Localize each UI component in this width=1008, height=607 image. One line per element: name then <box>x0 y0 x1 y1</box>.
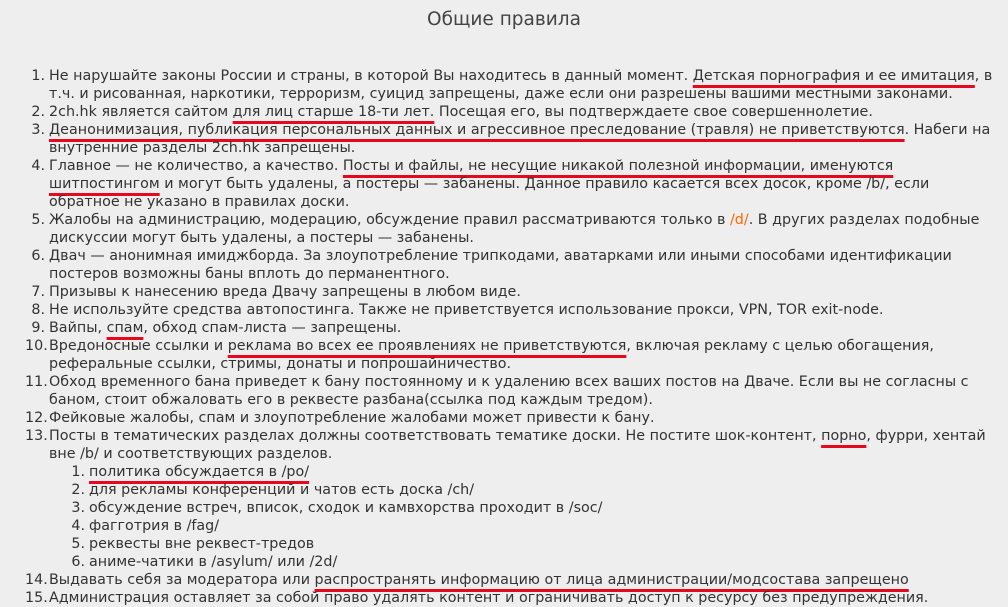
rule-text: Фейковые жалобы, спам и злоупотребление жалобами может привести к бану. <box>49 410 655 426</box>
rule-highlight: Посты и файлы, не несущие никакой полезной информации, именуются шитпостингом <box>49 158 894 192</box>
rule-text: Главное — не количество, а качество. <box>49 158 343 174</box>
sub-rule-item <box>71 499 999 517</box>
rule-number: 13. <box>25 428 48 444</box>
sub-rule-item <box>71 535 999 553</box>
rule-highlight: для лиц старше 18-ти лет. <box>232 104 435 120</box>
rule-highlight: предупреждения. <box>792 590 929 606</box>
rule-text: обсуждение встреч, вписок, сходок и камвхорства проходит в /soc/ <box>89 500 603 516</box>
rule-highlight: Детская порнография и ее имитация <box>692 68 975 84</box>
rule-text: Двач — анонимная имиджборда. За злоупотребление трипкодами, аватарками или иными способами идентификации постеров возможны баны вплоть до перманентного. <box>49 248 952 282</box>
rule-item <box>25 427 999 571</box>
rule-highlight: политика обсуждается в /po/ <box>89 464 310 480</box>
rule-text: Посты в тематических разделах должны соответствовать тематике доски. Не постите шок-контент, <box>49 428 822 444</box>
rule-number: 7. <box>31 284 45 300</box>
rule-item <box>25 409 999 427</box>
rule-highlight: распространять информацию от лица администрации/модсостава запрещено <box>314 572 909 588</box>
rule-text: Не используйте средства автопостинга. Также не приветствуется использование прокси, VPN, TOR exit-node. <box>49 302 884 318</box>
rule-text: аниме-чатики в /asylum/ или /2d/ <box>89 554 338 570</box>
sub-rule-item <box>71 481 999 499</box>
rule-item <box>31 247 999 283</box>
rule-text: Обход временного бана приведет к бану постоянному и к удалению всех ваших постов на Дваче. Если вы не согласны с баном, стоит обжаловать его в реквесте разбана(ссылка под каждым тредом). <box>49 374 969 408</box>
rule-number: 5. <box>31 212 45 228</box>
rule-number: 6. <box>71 554 85 570</box>
rules-list <box>25 67 999 607</box>
rule-number: 6. <box>31 248 45 264</box>
rule-number: 5. <box>71 536 85 552</box>
sub-rules-list <box>71 463 999 571</box>
rule-text: , включая рекламу с целью обогащения, реферальные ссылки, стримы, донаты и попрошайничество. <box>49 338 934 372</box>
rule-text: 2ch.hk является сайтом <box>49 104 233 120</box>
rule-number: 2. <box>71 482 85 498</box>
rule-number: 1. <box>31 68 45 84</box>
rule-item <box>25 337 999 373</box>
rule-number: 4. <box>71 518 85 534</box>
rule-item <box>31 319 999 337</box>
rule-text: для рекламы конференций и чатов есть доска /ch/ <box>89 482 475 498</box>
board-link[interactable]: /d/ <box>729 212 749 228</box>
rule-number: 1. <box>71 464 85 480</box>
rule-item <box>25 373 999 409</box>
rule-number: 11. <box>25 374 48 390</box>
rule-item <box>31 67 999 103</box>
rule-number: 14. <box>25 572 48 588</box>
rule-number: 3. <box>71 500 85 516</box>
rule-highlight: спам <box>106 320 144 336</box>
rule-number: 8. <box>31 302 45 318</box>
rule-text: . Набеги на внутренние разделы 2ch.hk запрещены. <box>49 122 991 156</box>
rule-text: и могут быть удалены, а постеры — забанены. Данное правило касается всех досок, кроме /b/, если обратное не указано в правилах доски. <box>49 176 930 210</box>
rule-text: Призывы к нанесению вреда Двачу запрещены в любом виде. <box>49 284 521 300</box>
rule-highlight: порно <box>821 428 867 444</box>
rule-text: Выдавать себя за модератора или <box>49 572 315 588</box>
rule-text: . В других разделах подобные дискуссии могут быть удалены, а постеры — забанены. <box>49 212 980 246</box>
rule-item <box>31 301 999 319</box>
rule-item <box>25 589 999 607</box>
rule-highlight: реклама во всех ее проявлениях не приветствуются <box>227 338 627 354</box>
rule-text: Вредоносные ссылки и <box>49 338 228 354</box>
rule-text: Вайпы, <box>49 320 107 336</box>
rule-number: 15. <box>25 590 48 606</box>
rule-item <box>31 157 999 211</box>
rule-item <box>31 211 999 247</box>
rule-number: 10. <box>25 338 48 354</box>
rule-text: , в т.ч. и рисованная, наркотики, терроризм, суицид запрещены, даже если они разрешены вашими местными законами. <box>49 68 993 102</box>
rule-highlight: Деанонимизация, публикация персональных данных и агрессивное преследование (травля) не приветствуются <box>49 122 905 138</box>
rule-number: 9. <box>31 320 45 336</box>
rule-text: Не нарушайте законы России и страны, в которой Вы находитесь в данный момент. <box>49 68 693 84</box>
rule-item <box>25 571 999 589</box>
rule-text: , фурри, хентай вне /b/ и соответствующих разделов. <box>49 428 986 462</box>
sub-rule-item <box>71 553 999 571</box>
sub-rule-item <box>71 517 999 535</box>
rule-number: 2. <box>31 104 45 120</box>
sub-rule-item <box>71 463 999 481</box>
rule-number: 3. <box>31 122 45 138</box>
rule-item <box>31 103 999 121</box>
rule-number: 4. <box>31 158 45 174</box>
rule-text: Жалобы на администрацию, модерацию, обсуждение правил рассматриваются только в <box>49 212 730 228</box>
rule-text: реквесты вне реквест-тредов <box>89 536 315 552</box>
rule-text: Посещая его, вы подтверждаете свое совершеннолетие. <box>434 104 873 120</box>
rule-text: фагготрия в /fag/ <box>89 518 220 534</box>
rule-text: Администрация оставляет за собой право удалять контент и ограничивать доступ к ресурсу без <box>49 590 793 606</box>
rule-item <box>31 283 999 301</box>
rule-number: 12. <box>25 410 48 426</box>
rule-item <box>31 121 999 157</box>
rule-text: , обход спам-листа — запрещены. <box>143 320 402 336</box>
page-title: Общие правила <box>427 9 581 30</box>
